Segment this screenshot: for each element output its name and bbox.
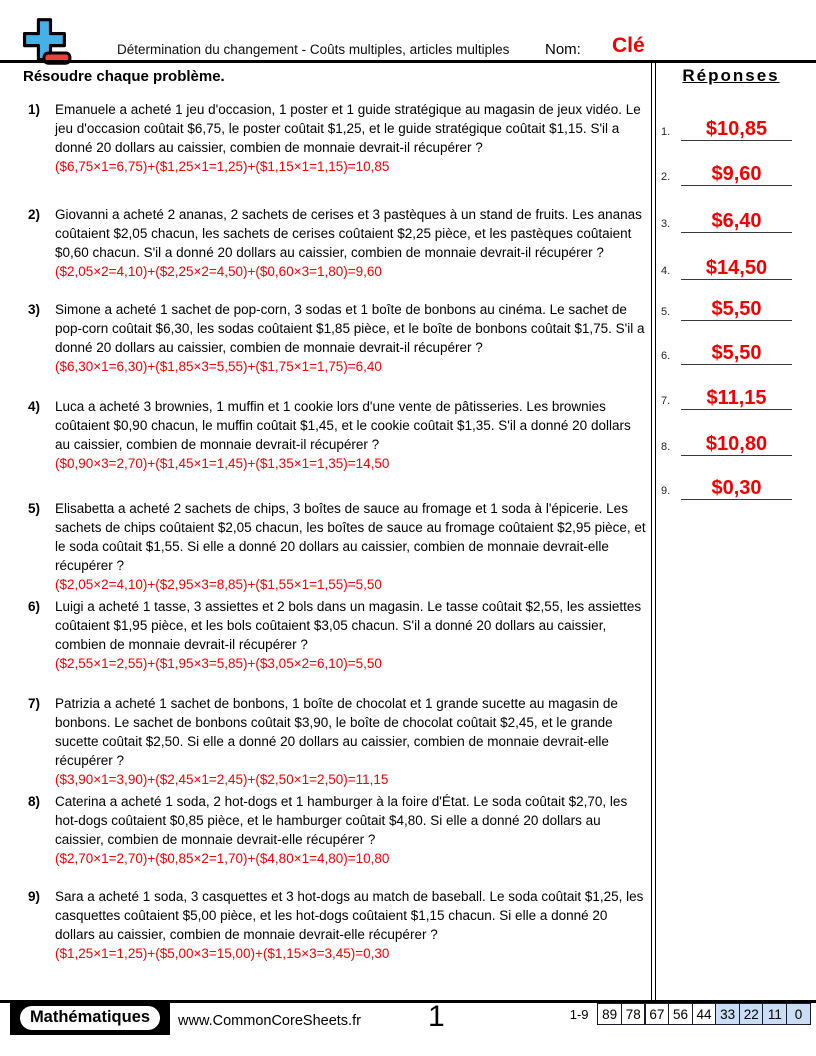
problem-number: 6): [28, 599, 41, 614]
answer-value: $14,50: [705, 257, 768, 279]
name-label: Nom:: [545, 41, 581, 58]
answer-item: [661, 155, 792, 186]
worksheet-title: Détermination du changement - Coûts multiples, articles multiples: [117, 42, 510, 57]
problem-item: [28, 887, 648, 963]
answer-item: [661, 469, 792, 500]
answer-number: 3.: [661, 218, 671, 231]
score-cell: 33: [715, 1003, 740, 1025]
answer-value: $5,50: [711, 342, 762, 364]
subject-badge: [10, 1000, 170, 1035]
score-cell: 11: [762, 1003, 787, 1025]
problem-text: Sara a acheté 1 soda, 3 casquettes et 3 hot-dogs au match de baseball. Le soda coûtait $1,25, les casquettes coûtaient $5,00 pièce, et les hot-dogs coûtaient $1,15 chacun. Si elle a donné 20 dollars au caissier, combien de monnaie devrait-elle récupérer ?: [55, 889, 644, 942]
problem-text: Emanuele a acheté 1 jeu d'occasion, 1 poster et 1 guide stratégique au magasin de jeux vidéo. Le jeu d'occasion coûtait $6,75, le poster coûtait $1,25, et le guide stratégique coûtait $1,15. S'il a donné 20 dollars au caissier, combien de monnaie devrait-il récupérer ?: [55, 102, 641, 155]
answer-value: $0,30: [711, 477, 762, 499]
problem-number: 9): [28, 889, 41, 904]
problem-answer-formula: ($3,90×1=3,90)+($2,45×1=2,45)+($2,50×1=2,50)=11,15: [55, 772, 389, 787]
answer-value: $10,85: [705, 118, 768, 140]
answer-value: $5,50: [711, 298, 762, 320]
problem-number: 1): [28, 102, 41, 117]
problem-body: [55, 597, 648, 673]
problem-answer-formula: ($2,05×2=4,10)+($2,95×3=8,85)+($1,55×1=1,55)=5,50: [55, 577, 382, 592]
problem-body: [55, 792, 648, 868]
problem-item: [28, 300, 648, 376]
problem-answer-formula: ($2,70×1=2,70)+($0,85×2=1,70)+($4,80×1=4,80)=10,80: [55, 851, 390, 866]
answers-title: Réponses: [682, 66, 780, 85]
problem-text: Simone a acheté 1 sachet de pop-corn, 3 sodas et 1 boîte de bonbons au cinéma. Le sachet de pop-corn coûtait $6,30, les sodas coûtaient $1,85 pièce, et le boîte de bonbons coûtait $1,75. S'il a donné 20 dollars au caissier, combien de monnaie devrait-il récupérer ?: [55, 302, 645, 355]
score-cell: 22: [739, 1003, 764, 1025]
problem-text: Patrizia a acheté 1 sachet de bonbons, 1 boîte de chocolat et 1 grande sucette au magasin de bonbons. Le sachet de bonbons coûtait $3,90, le boîte de chocolat coûtait $2,45, et le grande sucette coûtait $2,50. Si elle a donné 20 dollars au caissier, combien de monnaie devrait-elle récupérer ?: [55, 696, 618, 768]
answer-number: 8.: [661, 441, 671, 454]
score-range-label: 1-9: [569, 1006, 589, 1022]
problem-number: 5): [28, 501, 41, 516]
problem-answer-formula: ($2,05×2=4,10)+($2,25×2=4,50)+($0,60×3=1,80)=9,60: [55, 264, 382, 279]
page-number: 1: [428, 1000, 445, 1033]
problem-number: 8): [28, 794, 41, 809]
answer-item: [661, 425, 792, 456]
problem-text: Elisabetta a acheté 2 sachets de chips, 3 boîtes de sauce au fromage et 1 soda à l'épicerie. Les sachets de chips coûtaient $2,05 chacun, les boîtes de sauce au fromage coûtaient $2,95 pièce, et le soda coûtait $1,55. Si elle a donné 20 dollars au caissier, combien de monnaie devrait-elle récupérer ?: [55, 501, 646, 573]
problem-answer-formula: ($6,30×1=6,30)+($1,85×3=5,55)+($1,75×1=1,75)=6,40: [55, 359, 382, 374]
problem-item: [28, 597, 648, 673]
answer-value: $11,15: [706, 387, 767, 409]
answer-item: [661, 290, 792, 321]
answers-divider: [651, 63, 656, 1000]
problem-body: [55, 499, 648, 594]
answer-number: 2.: [661, 171, 671, 184]
problem-item: [28, 499, 648, 594]
problem-number: 4): [28, 399, 41, 414]
answer-item: [661, 379, 792, 410]
answer-number: 7.: [661, 395, 671, 408]
problem-body: [55, 100, 648, 176]
problem-body: [55, 694, 648, 789]
problem-item: [28, 100, 648, 176]
problem-number: 7): [28, 696, 41, 711]
score-cell: 56: [668, 1003, 693, 1025]
problem-text: Luca a acheté 3 brownies, 1 muffin et 1 cookie lors d'une vente de pâtisseries. Les brownies coûtaient $0,90 chacun, le muffin coûtait $1,45, et le cookie coûtait $1,35. S'il a donné 20 dollars au caissier, combien de monnaie devrait-il récupérer ?: [55, 399, 631, 452]
problem-body: [55, 205, 648, 281]
problem-answer-formula: ($0,90×3=2,70)+($1,45×1=1,45)+($1,35×1=1,35)=14,50: [55, 456, 390, 471]
problem-answer-formula: ($2,55×1=2,55)+($1,95×3=5,85)+($3,05×2=6,10)=5,50: [55, 656, 382, 671]
answer-number: 5.: [661, 306, 671, 319]
problem-body: [55, 887, 648, 963]
answer-value: $9,60: [711, 163, 762, 185]
answer-number: 1.: [661, 126, 671, 139]
score-cell: 44: [692, 1003, 717, 1025]
answer-item: [661, 334, 792, 365]
answer-number: 6.: [661, 350, 671, 363]
score-strip: [570, 1003, 811, 1025]
header-rule: [0, 60, 816, 63]
problem-text: Giovanni a acheté 2 ananas, 2 sachets de cerises et 3 pastèques à un stand de fruits. Les ananas coûtaient $2,05 chacun, les sachets de cerises coûtaient $2,25 pièce, et les pastèques coûtaient $0,60 chacun. S'il a donné 20 dollars au caissier, combien de monnaie devrait-il récupérer ?: [55, 207, 642, 260]
answer-key-label: Clé: [612, 34, 645, 57]
problem-answer-formula: ($6,75×1=6,75)+($1,25×1=1,25)+($1,15×1=1,15)=10,85: [55, 159, 390, 174]
problem-body: [55, 397, 648, 473]
answer-item: [661, 110, 792, 141]
score-cell: 78: [621, 1003, 646, 1025]
plus-minus-math-icon: [16, 16, 72, 66]
subject-badge-label: Mathématiques: [20, 1006, 160, 1030]
problem-number: 2): [28, 207, 41, 222]
answer-item: [661, 249, 792, 280]
problem-item: [28, 205, 648, 281]
problem-item: [28, 792, 648, 868]
problem-body: [55, 300, 648, 376]
instruction-text: Résoudre chaque problème.: [23, 68, 225, 85]
problem-answer-formula: ($1,25×1=1,25)+($5,00×3=15,00)+($1,15×3=3,45)=0,30: [55, 946, 390, 961]
score-cells: [599, 1003, 811, 1025]
score-cell: 67: [644, 1003, 669, 1025]
answer-value: $10,80: [705, 433, 768, 455]
problem-text: Luigi a acheté 1 tasse, 3 assiettes et 2 bols dans un magasin. Le tasse coûtait $2,55, les assiettes coûtaient $1,95 pièce, et les bols coûtaient $3,05 chacun. S'il a donné 20 dollars au caissier, combien de monnaie devrait-il récupérer ?: [55, 599, 642, 652]
score-cell: 89: [597, 1003, 622, 1025]
answer-number: 4.: [661, 265, 671, 278]
problem-item: [28, 694, 648, 789]
problem-item: [28, 397, 648, 473]
problem-text: Caterina a acheté 1 soda, 2 hot-dogs et 1 hamburger à la foire d'État. Le soda coûtait $2,70, les hot-dogs coûtaient $0,85 pièce, et le hamburger coûtait $4,80. Si elle a donné 20 dollars au caissier, combien de monnaie devrait-elle récupérer ?: [55, 794, 628, 847]
answer-value: $6,40: [711, 210, 762, 232]
answer-item: [661, 202, 792, 233]
problem-number: 3): [28, 302, 41, 317]
answer-number: 9.: [661, 485, 671, 498]
score-cell: 0: [786, 1003, 811, 1025]
website-url: www.CommonCoreSheets.fr: [178, 1013, 361, 1029]
